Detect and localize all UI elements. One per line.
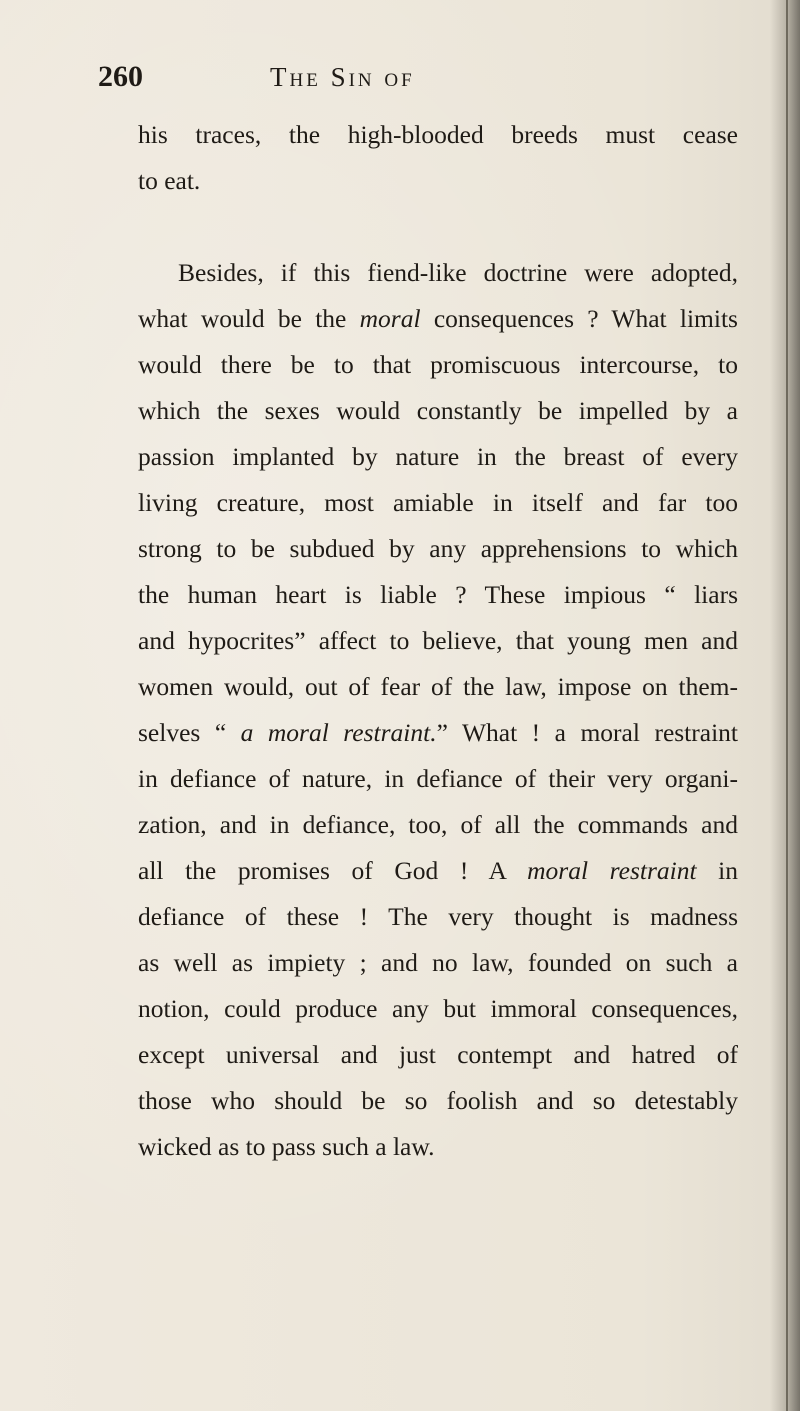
text-line-segment: consequences ? What limits [420,304,738,333]
paragraph-1 [138,112,738,204]
text-line-segment: in [696,856,738,885]
paragraph-gap [138,204,738,250]
text-line-segment: all the promises of God ! A [138,856,528,885]
text-line-segment: zation, and in defiance, too, of all the commands and [138,810,738,839]
text-line [138,480,738,526]
text-line [138,296,738,342]
text-line-segment: what would be the [138,304,360,333]
text-line [138,1032,738,1078]
text-line-segment: in defiance of nature, in defiance of their very organi- [138,764,738,793]
text-line-segment: living creature, most amiable in itself and far too [138,488,738,517]
text-line [138,1124,738,1170]
text-line [138,710,738,756]
text-line [138,940,738,986]
text-line [138,802,738,848]
text-line [138,894,738,940]
text-line-segment: ” What ! a moral restraint [436,718,738,747]
text-line-segment: notion, could produce any but immoral consequences, [138,994,738,1023]
text-line [138,618,738,664]
text-line-segment: those who should be so foolish and so detestably [138,1086,738,1115]
paragraph-2 [138,250,738,1170]
text-line [138,342,738,388]
text-line [138,388,738,434]
text-line-segment: strong to be subdued by any apprehensions to which [138,534,738,563]
text-line-segment: women would, out of fear of the law, impose on them- [138,672,738,701]
running-title: The Sin of [270,62,415,92]
text-line-segment: selves “ [138,718,241,747]
text-line [138,434,738,480]
text-line-segment: except universal and just contempt and hatred of [138,1040,738,1069]
text-line [138,848,738,894]
text-line-segment: passion implanted by nature in the breast of every [138,442,738,471]
text-line [138,250,738,296]
text-line [138,526,738,572]
italic-segment: a moral restraint. [240,718,437,747]
text-line: his traces, the high-blooded breeds must cease [138,120,738,149]
text-line-segment: the human heart is liable ? These impious “ liars [138,580,738,609]
page-edge-shadow [770,0,800,1411]
text-line-segment: as well as impiety ; and no law, founded on such a [138,948,738,977]
running-head [98,60,698,100]
italic-segment: moral [359,304,421,333]
text-line-segment: wicked as to pass such a law. [138,1132,435,1161]
text-line-segment: and hypocrites” affect to believe, that young men and [138,626,738,655]
text-line: to eat. [138,166,201,195]
text-line [138,664,738,710]
page-edge-line [786,0,788,1411]
page-number: 260 [98,60,143,93]
text-line [138,756,738,802]
body-text [138,112,738,1170]
text-line-segment: defiance of these ! The very thought is madness [138,902,738,931]
text-line-segment: Besides, if this fiend-like doctrine were adopted, [178,258,738,287]
italic-segment: moral restraint [527,856,697,885]
text-line-segment: which the sexes would constantly be impelled by a [138,396,738,425]
text-line [138,986,738,1032]
text-line-segment: would there be to that promiscuous intercourse, to [138,350,738,379]
text-line [138,1078,738,1124]
text-line [138,572,738,618]
